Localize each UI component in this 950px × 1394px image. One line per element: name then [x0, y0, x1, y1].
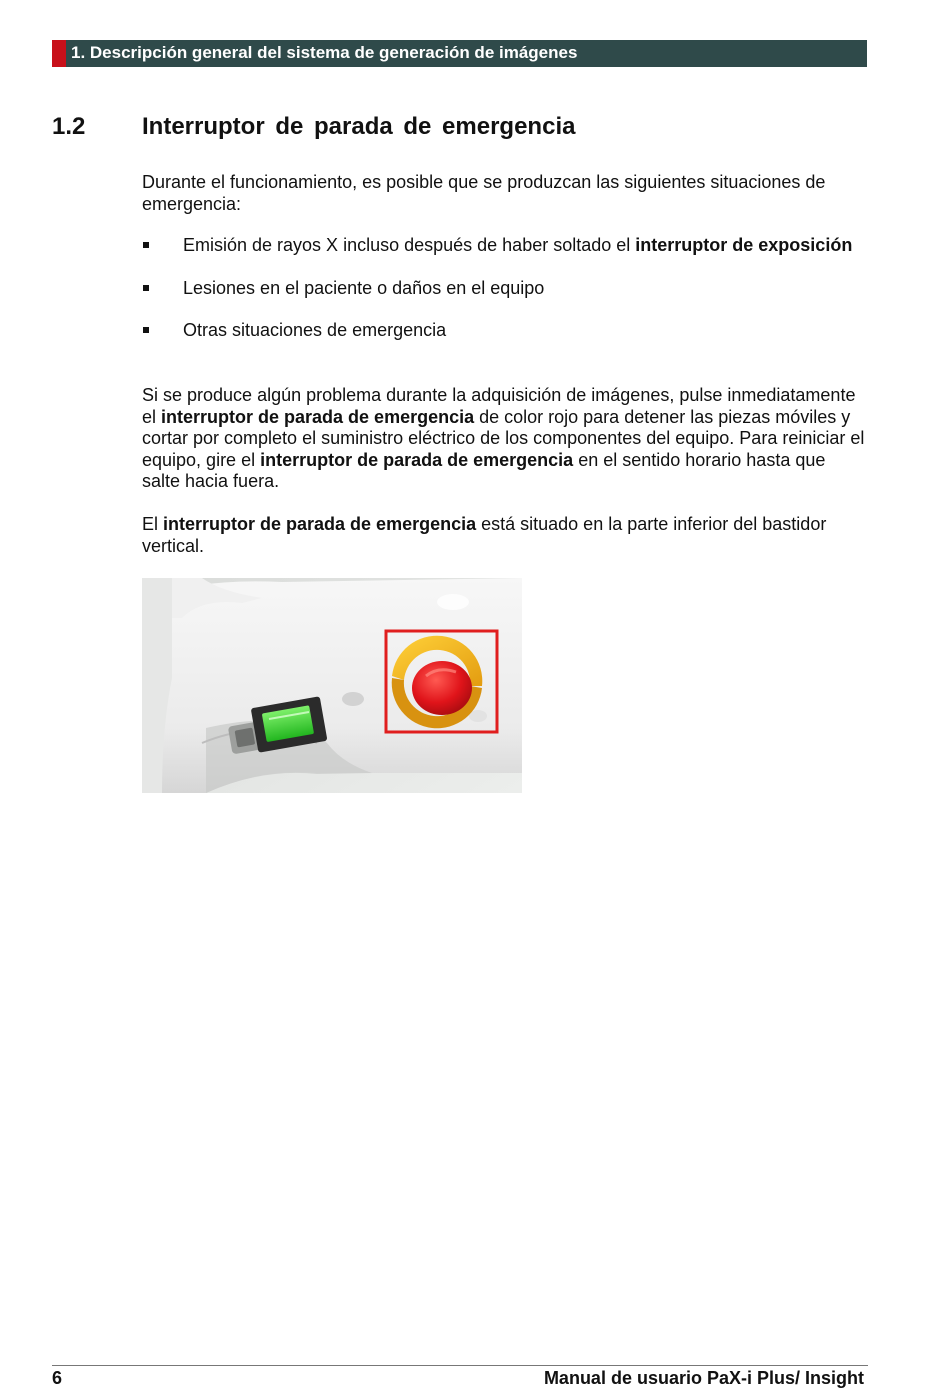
page-number: 6 — [52, 1368, 63, 1388]
bullet-marker — [143, 327, 149, 333]
section-title: Interruptor de parada de emergencia — [142, 113, 576, 140]
section-number: 1.2 — [52, 113, 86, 140]
list-item — [142, 278, 867, 300]
footer-divider — [52, 1365, 868, 1366]
emergency-situations-list — [142, 235, 867, 363]
list-item-text: Otras situaciones de emergencia — [183, 320, 447, 340]
location-paragraph: El interruptor de parada de emergencia está situado en la parte inferior del bastidor vertical. — [142, 514, 827, 556]
list-item-text: Lesiones en el paciente o daños en el equipo — [183, 277, 545, 298]
list-item — [142, 235, 867, 257]
manual-title: Manual de usuario PaX-i Plus/ Insight — [543, 1368, 864, 1388]
list-item-text: Emisión de rayos X incluso después de haber soltado el — [183, 235, 636, 255]
chapter-title: 1. Descripción general del sistema de generación de imágenes — [71, 43, 578, 62]
instructions-paragraph: Si se produce algún problema durante la adquisición de imágenes, pulse inmediatamente el interruptor de parada de emergencia de color rojo para detener las piezas móviles y cortar por completo el suministro eléctrico de los componentes del equipo. Para reiniciar el equipo, gire el interruptor de parada de emergencia en el sentido horario hasta que salte hacia fuera. — [142, 385, 865, 491]
list-item-bold-text: interruptor de exposición — [635, 235, 853, 255]
intro-paragraph: Durante el funcionamiento, es posible que se produzcan las siguientes situaciones de emergencia: — [142, 172, 826, 214]
header-accent-block — [52, 40, 66, 67]
bullet-marker — [143, 242, 149, 248]
list-item — [142, 320, 867, 342]
chapter-header-bar — [52, 40, 867, 67]
emergency-switch-photo — [142, 578, 522, 793]
bullet-marker — [143, 285, 149, 291]
